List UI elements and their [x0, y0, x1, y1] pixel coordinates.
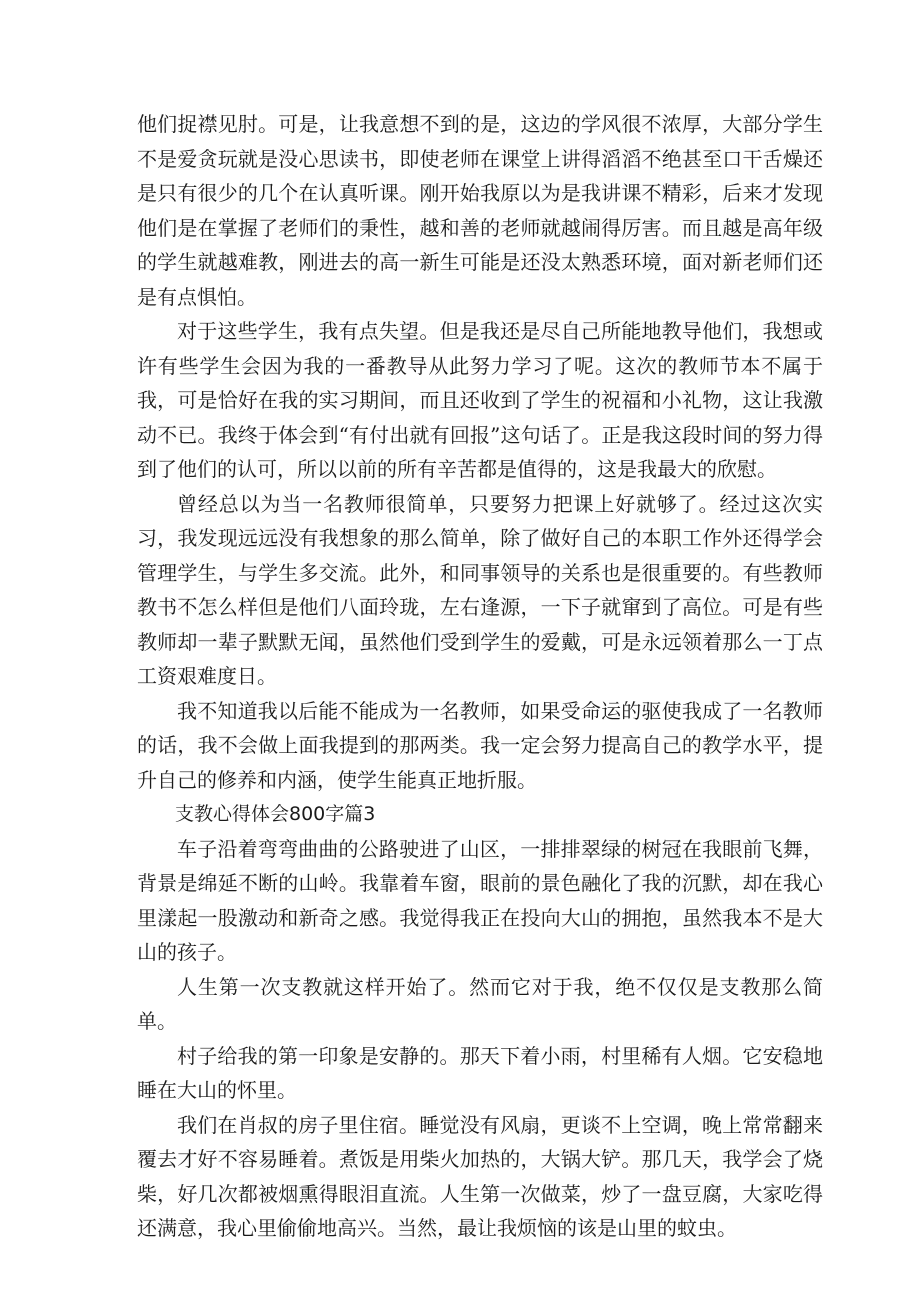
paragraph: 他们捉襟见肘。可是，让我意想不到的是，这边的学风很不浓厚，大部分学生不是爱贪玩就是没心思读书，即使老师在课堂上讲得滔滔不绝甚至口干舌燥还是只有很少的几个在认真听课。刚开始我原以为是我讲课不精彩，后来才发现他们是在掌握了老师们的秉性，越和善的老师就越闹得厉害。而且越是高年级的学生就越难教，刚进去的高一新生可能是还没太熟悉环境，面对新老师们还是有点惧怕。 — [137, 112, 823, 309]
document-body — [137, 107, 823, 1246]
paragraph: 曾经总以为当一名教师很简单，只要努力把课上好就够了。经过这次实习，我发现远远没有我想象的那么简单，除了做好自己的本职工作外还得学会管理学生，与学生多交流。此外，和同事领导的关系也是很重要的。有些教师教书不怎么样但是他们八面玲珑，左右逢源，一下子就窜到了高位。可是有些教师却一辈子默默无闻，虽然他们受到学生的爱戴，可是永远领着那么一丁点工资艰难度日。 — [137, 491, 823, 688]
paragraph: 我不知道我以后能不能成为一名教师，如果受命运的驱使我成了一名教师的话，我不会做上面我提到的那两类。我一定会努力提高自己的教学水平，提升自己的修养和内涵，使学生能真正地折服。 — [137, 698, 823, 792]
paragraph: 对于这些学生，我有点失望。但是我还是尽自己所能地教导他们，我想或许有些学生会因为我的一番教导从此努力学习了呢。这次的教师节本不属于我，可是恰好在我的实习期间，而且还收到了学生的祝福和小礼物，这让我激动不已。我终于体会到“有付出就有回报”这句话了。正是我这段时间的努力得到了他们的认可，所以以前的所有辛苦都是值得的，这是我最大的欣慰。 — [137, 319, 823, 481]
paragraph: 人生第一次支教就这样开始了。然而它对于我，绝不仅仅是支教那么简单。 — [137, 974, 823, 1033]
paragraph: 我们在肖叔的房子里住宿。睡觉没有风扇，更谈不上空调，晚上常常翻来覆去才好不容易睡着。煮饭是用柴火加热的，大锅大铲。那几天，我学会了烧柴，好几次都被烟熏得眼泪直流。人生第一次做菜，炒了一盘豆腐，大家吃得还满意，我心里偷偷地高兴。当然，最让我烦恼的该是山里的蚊虫。 — [137, 1112, 823, 1240]
paragraph: 村子给我的第一印象是安静的。那天下着小雨，村里稀有人烟。它安稳地睡在大山的怀里。 — [137, 1043, 823, 1102]
paragraph: 车子沿着弯弯曲曲的公路驶进了山区，一排排翠绿的树冠在我眼前飞舞，背景是绵延不断的山岭。我靠着车窗，眼前的景色融化了我的沉默，却在我心里漾起一股激动和新奇之感。我觉得我正在投向大山的拥抱，虽然我本不是大山的孩子。 — [137, 836, 823, 964]
section-heading: 支教心得体会800字篇3 — [175, 803, 376, 825]
